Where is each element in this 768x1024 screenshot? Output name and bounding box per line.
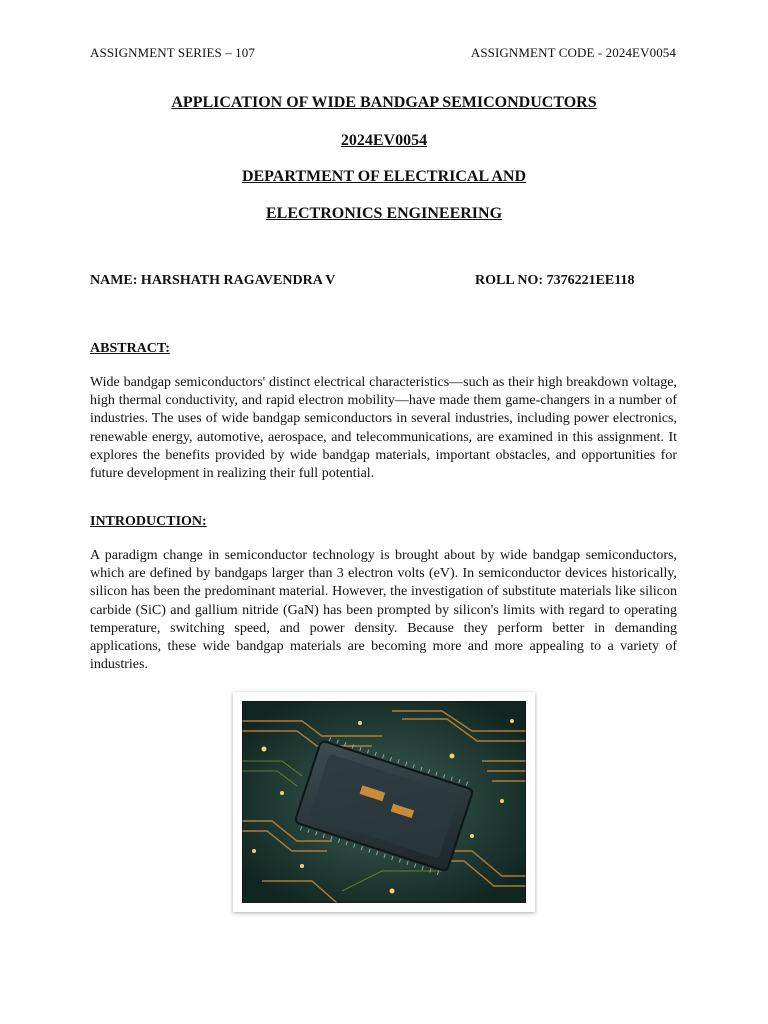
document-code: 2024EV0054 — [340, 132, 428, 149]
document-title: APPLICATION OF WIDE BANDGAP SEMICONDUCTORS — [171, 94, 597, 111]
student-name: NAME: HARSHATH RAGAVENDRA V — [90, 273, 336, 288]
assignment-series: ASSIGNMENT SERIES – 107 — [90, 45, 255, 60]
assignment-code: ASSIGNMENT CODE - 2024EV0054 — [470, 45, 676, 60]
student-info — [90, 273, 676, 289]
introduction-text: A paradigm change in semiconductor technology is brought about by wide bandgap semiconductors, which are defined by bandgaps larger than 3 electron volts (eV). In semiconductor devices historically, silicon has been the predominant material. However, the investigation of substitute materials like silicon carbide (SiC) and gallium nitride (GaN) has been prompted by silicon's limits with regard to operating temperature, switching speed, and power density. Because they perform better in demanding applications, these wide bandgap materials are becoming more and more appealing to a variety of industries. — [90, 548, 677, 673]
department-line-2: ELECTRONICS ENGINEERING — [265, 205, 503, 222]
department-line-1: DEPARTMENT OF ELECTRICAL AND — [241, 168, 527, 185]
roll-number: ROLL NO: 7376221EE118 — [475, 273, 635, 288]
introduction-heading: INTRODUCTION: — [90, 514, 207, 529]
abstract-text: Wide bandgap semiconductors' distinct electrical characteristics—such as their high breakdown voltage, high thermal conductivity, and rapid electron mobility—have made them game-changers in a number of industries. The uses of wide bandgap semiconductors in several industries, including power electronics, renewable energy, automotive, aerospace, and telecommunications, are examined in this assignment. It explores the benefits provided by wide bandgap materials, important obstacles, and opportunities for future development in realizing their full potential. — [90, 375, 677, 482]
circuit-board-image — [233, 692, 535, 912]
abstract-heading: ABSTRACT: — [90, 341, 170, 356]
page-header — [90, 45, 676, 61]
circuit-board-illustration — [242, 701, 526, 903]
